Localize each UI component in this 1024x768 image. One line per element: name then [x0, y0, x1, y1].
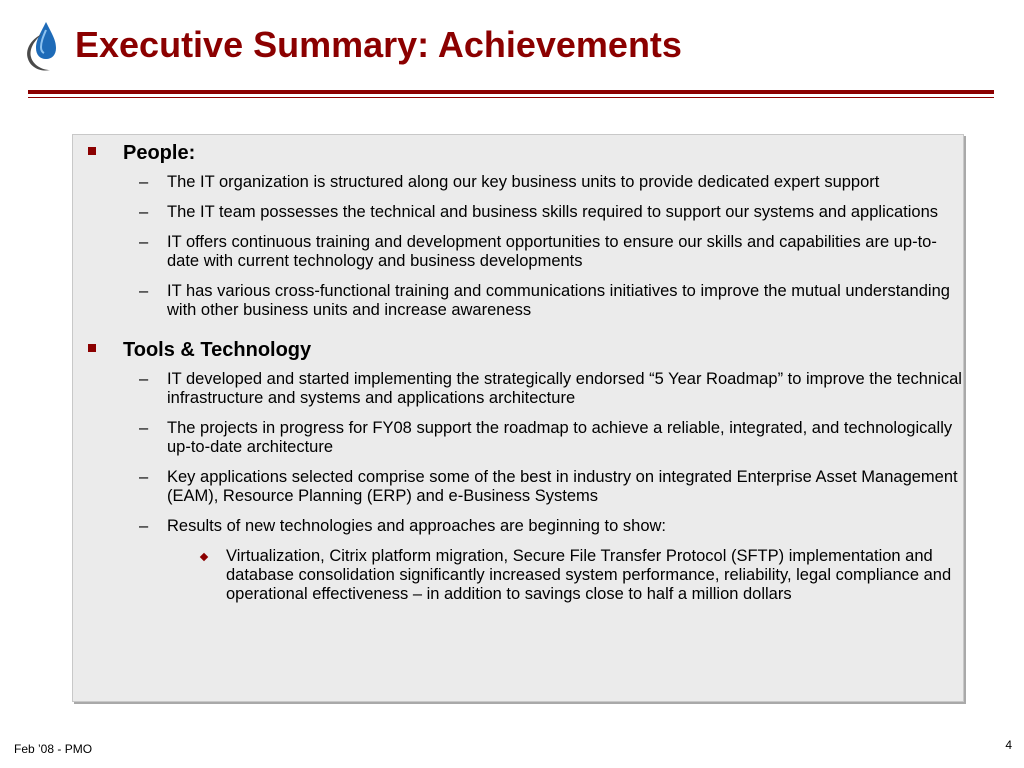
section-heading-text: Tools & Technology — [123, 339, 312, 361]
list-item-text: IT has various cross-functional training and communications initiatives to improve the mutual understanding with other business units and increase awareness — [167, 282, 950, 319]
section-heading — [123, 338, 963, 362]
list-item — [123, 517, 963, 536]
dash-bullet-icon: – — [139, 517, 149, 535]
content-box — [72, 134, 964, 702]
dash-bullet-icon: – — [139, 370, 149, 388]
dash-bullet-icon: – — [139, 419, 149, 437]
water-drop-logo-icon — [22, 18, 64, 74]
dash-bullet-icon: – — [139, 173, 149, 191]
list-item-text: Key applications selected comprise some of the best in industry on integrated Enterprise Asset Management (EAM), Resource Planning (ERP) and e-Business Systems — [167, 468, 958, 505]
list-item — [123, 468, 963, 506]
footer-label: Feb ’08 - PMO — [14, 742, 93, 756]
list-item-text: Results of new technologies and approaches are beginning to show: — [167, 517, 666, 535]
title-divider — [28, 90, 994, 94]
dash-bullet-icon: – — [139, 282, 149, 300]
bullet-list — [123, 370, 963, 536]
list-item-text: The IT organization is structured along our key business units to provide dedicated expert support — [167, 173, 880, 191]
section-people — [123, 141, 963, 320]
list-item — [123, 370, 963, 408]
section-heading — [123, 141, 963, 165]
section-tools-technology — [123, 338, 963, 604]
list-item — [123, 203, 963, 222]
square-bullet-icon — [88, 344, 96, 352]
title-divider-thin — [28, 97, 994, 98]
list-item — [123, 419, 963, 457]
bullet-list — [123, 173, 963, 320]
list-item-text: The projects in progress for FY08 support the roadmap to achieve a reliable, integrated, and technologically up-to-date architecture — [167, 419, 953, 456]
nested-list-item — [123, 547, 963, 604]
nested-list-item-text: Virtualization, Citrix platform migration, Secure File Transfer Protocol (SFTP) implementation and database consolidation significantly increased system performance, reliability, legal compliance and operational effectiveness – in addition to savings close to half a million dollars — [226, 547, 952, 603]
list-item-text: IT offers continuous training and development opportunities to ensure our skills and capabilities are up-to-date with current technology and business developments — [167, 233, 937, 270]
list-item — [123, 173, 963, 192]
section-heading-text: People: — [123, 142, 196, 164]
dash-bullet-icon: – — [139, 233, 149, 251]
dash-bullet-icon: – — [139, 203, 149, 221]
list-item — [123, 233, 963, 271]
page-title: Executive Summary: Achievements — [75, 24, 682, 65]
diamond-bullet-icon — [200, 553, 208, 561]
list-item — [123, 282, 963, 320]
square-bullet-icon — [88, 147, 96, 155]
dash-bullet-icon: – — [139, 468, 149, 486]
list-item-text: IT developed and started implementing the strategically endorsed “5 Year Roadmap” to improve the technical infrastructure and systems and applications architecture — [167, 370, 962, 407]
page-number: 4 — [1005, 738, 1012, 752]
list-item-text: The IT team possesses the technical and business skills required to support our systems and applications — [167, 203, 939, 221]
